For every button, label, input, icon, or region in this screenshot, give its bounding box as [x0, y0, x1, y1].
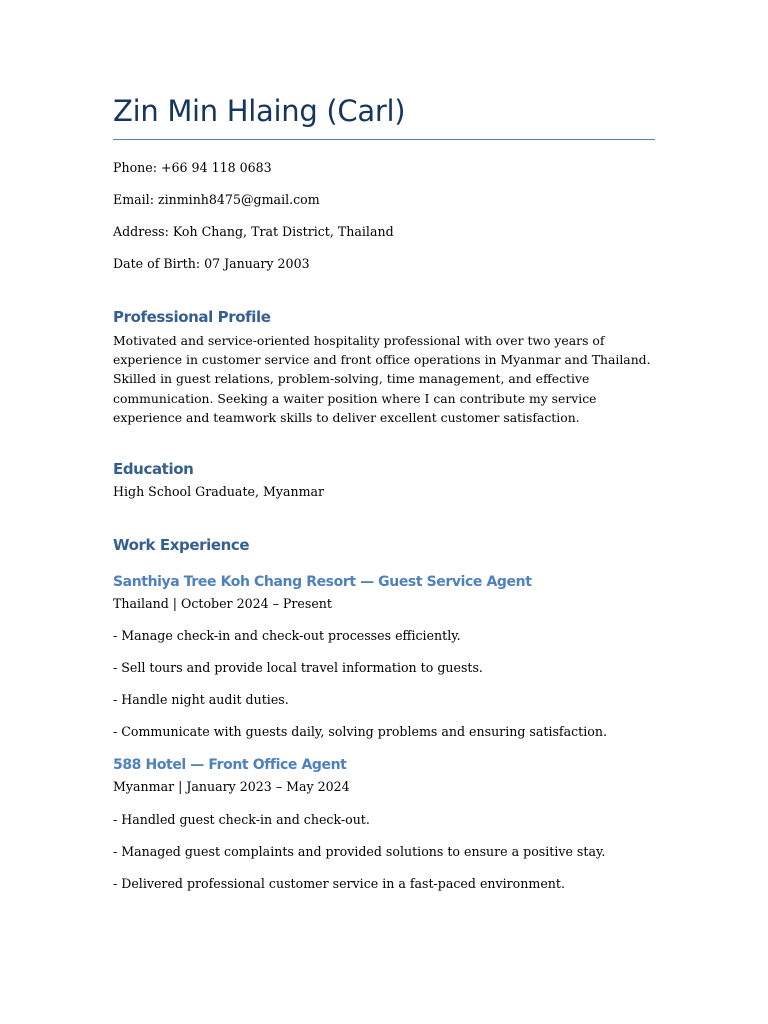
- profile-text: Motivated and service-oriented hospitality professional with over two years of experience in customer service and front office operations in Myanmar and Thailand. Skilled in guest relations, problem-solving, time management, and effective communication. Seeking a waiter position where I can contribute my service experience and teamwork skills to deliver excellent customer satisfaction.: [113, 333, 651, 425]
- dob-line: Date of Birth: 07 January 2003: [113, 256, 310, 271]
- job-duty: - Handled guest check-in and check-out.: [113, 812, 370, 827]
- title-underline: [113, 139, 655, 140]
- profile-heading: Professional Profile: [113, 308, 271, 326]
- phone-line: Phone: +66 94 118 0683: [113, 160, 272, 175]
- job-meta: Myanmar | January 2023 – May 2024: [113, 779, 350, 794]
- job-title: Santhiya Tree Koh Chang Resort — Guest Service Agent: [113, 574, 532, 590]
- address-line: Address: Koh Chang, Trat District, Thailand: [113, 224, 394, 239]
- job-duty: - Communicate with guests daily, solving problems and ensuring satisfaction.: [113, 724, 607, 739]
- education-text: High School Graduate, Myanmar: [113, 484, 325, 499]
- job-duty: - Handle night audit duties.: [113, 692, 289, 707]
- job-meta: Thailand | October 2024 – Present: [113, 596, 332, 611]
- job-duty: - Managed guest complaints and provided solutions to ensure a positive stay.: [113, 844, 606, 859]
- email-line: Email: zinminh8475@gmail.com: [113, 192, 320, 207]
- candidate-name: Zin Min Hlaing (Carl): [113, 94, 406, 128]
- job-title: 588 Hotel — Front Office Agent: [113, 757, 347, 773]
- job-duty: - Delivered professional customer service in a fast-paced environment.: [113, 876, 565, 891]
- experience-heading: Work Experience: [113, 536, 250, 554]
- job-duty: - Manage check-in and check-out processes efficiently.: [113, 628, 461, 643]
- education-heading: Education: [113, 460, 194, 478]
- job-duty: - Sell tours and provide local travel information to guests.: [113, 660, 483, 675]
